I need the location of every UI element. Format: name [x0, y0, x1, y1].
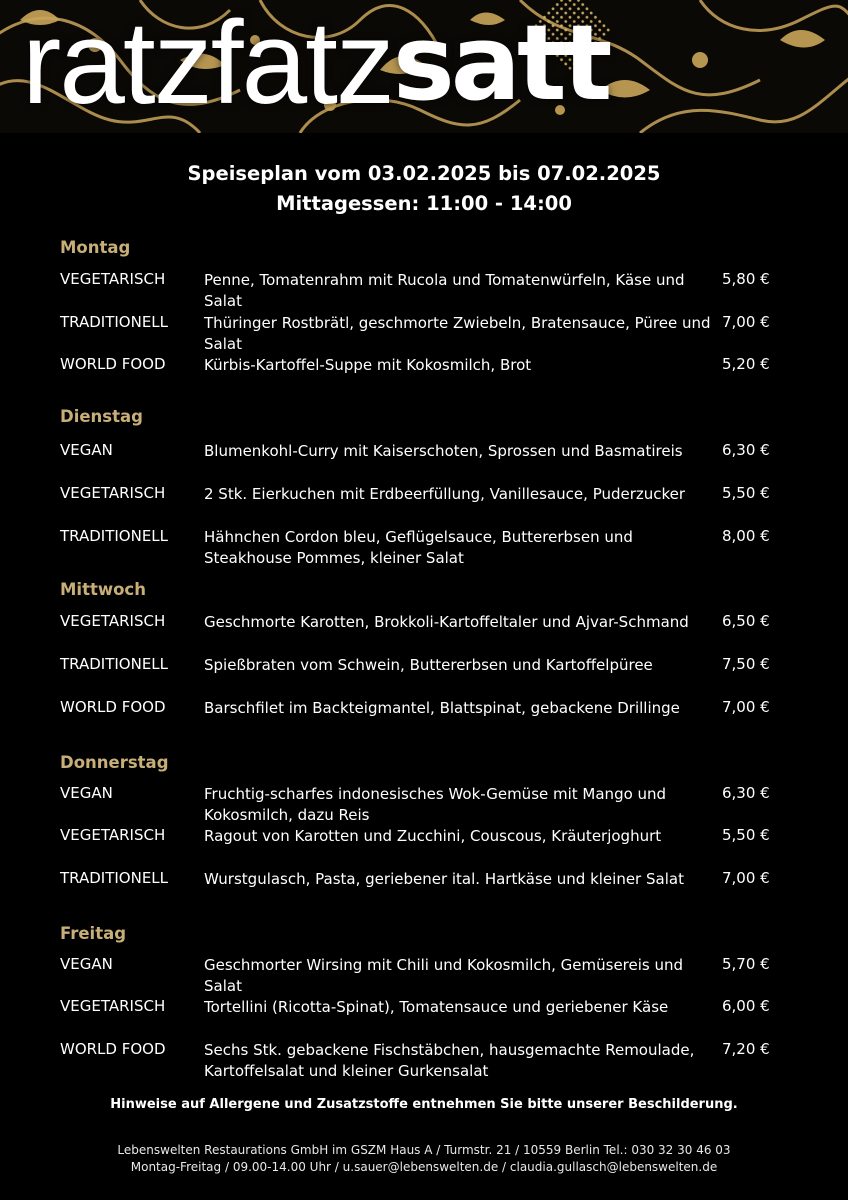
menu-price: 6,30 € [722, 441, 770, 459]
menu-dish: Barschfilet im Backteigmantel, Blattspinat, gebackene Drillinge [204, 699, 680, 717]
header-banner [0, 0, 848, 133]
menu-price: 5,20 € [722, 355, 770, 373]
menu-category: VEGETARISCH [60, 826, 166, 844]
menu-category: VEGETARISCH [60, 484, 166, 502]
menu-price: 5,50 € [722, 484, 770, 502]
menu-dish: Spießbraten vom Schwein, Buttererbsen und Kartoffelpüree [204, 656, 653, 674]
menu-dish: Geschmorte Karotten, Brokkoli-Kartoffeltaler und Ajvar-Schmand [204, 613, 689, 631]
menu-price: 6,30 € [722, 784, 770, 802]
menu-price: 5,80 € [722, 270, 770, 288]
menu-dish: Blumenkohl-Curry mit Kaiserschoten, Sprossen und Basmatireis [204, 442, 683, 460]
menu-dish: Thüringer Rostbrätl, geschmorte Zwiebeln, Bratensauce, Püree und Salat [204, 314, 711, 353]
menu-category: VEGAN [60, 955, 113, 973]
menu-price: 6,50 € [722, 612, 770, 630]
day-heading-freitag: Freitag [60, 924, 127, 943]
menu-category: VEGETARISCH [60, 997, 166, 1015]
menu-dish: Sechs Stk. gebackene Fischstäbchen, hausgemachte Remoulade, Kartoffelsalat und kleiner Gurkensalat [204, 1041, 695, 1080]
logo-text-light: ratzfatz [22, 0, 393, 129]
menu-price: 7,50 € [722, 655, 770, 673]
menu-price: 5,70 € [722, 955, 770, 973]
logo-text-bold: satt [392, 1, 609, 124]
menu-dish: Hähnchen Cordon bleu, Geflügelsauce, Buttererbsen und Steakhouse Pommes, kleiner Salat [204, 528, 633, 567]
menu-dish: Tortellini (Ricotta-Spinat), Tomatensauce und geriebener Käse [204, 998, 669, 1016]
allergen-note: Hinweise auf Allergene und Zusatzstoffe entnehmen Sie bitte unserer Beschilderung. [110, 1097, 738, 1112]
menu-title: Speiseplan vom 03.02.2025 bis 07.02.2025 [187, 162, 661, 185]
menu-dish: Penne, Tomatenrahm mit Rucola und Tomatenwürfeln, Käse und Salat [204, 271, 685, 310]
menu-price: 6,00 € [722, 997, 770, 1015]
menu-price: 5,50 € [722, 826, 770, 844]
menu-price: 7,00 € [722, 313, 770, 331]
menu-category: VEGETARISCH [60, 270, 166, 288]
menu-dish: 2 Stk. Eierkuchen mit Erdbeerfüllung, Vanillesauce, Puderzucker [204, 485, 686, 503]
menu-category: VEGETARISCH [60, 612, 166, 630]
logo [22, 0, 608, 129]
lunch-hours: Mittagessen: 11:00 - 14:00 [276, 192, 572, 215]
menu-dish: Kürbis-Kartoffel-Suppe mit Kokosmilch, Brot [204, 356, 532, 374]
footer-contact: Montag-Freitag / 09.00-14.00 Uhr / u.sauer@lebenswelten.de / claudia.gullasch@lebenswelten.de [130, 1160, 718, 1174]
menu-category: TRADITIONELL [60, 313, 169, 331]
menu-category: VEGAN [60, 441, 113, 459]
menu-dish: Ragout von Karotten und Zucchini, Couscous, Kräuterjoghurt [204, 827, 662, 845]
menu-dish: Geschmorter Wirsing mit Chili und Kokosmilch, Gemüsereis und Salat [204, 956, 684, 995]
day-heading-donnerstag: Donnerstag [60, 753, 169, 772]
menu-category: TRADITIONELL [60, 655, 169, 673]
menu-dish: Wurstgulasch, Pasta, geriebener ital. Hartkäse und kleiner Salat [204, 870, 684, 888]
menu-price: 7,00 € [722, 698, 770, 716]
day-heading-dienstag: Dienstag [60, 407, 143, 426]
menu-dish: Fruchtig-scharfes indonesisches Wok-Gemüse mit Mango und Kokosmilch, dazu Reis [204, 785, 667, 824]
menu-category: TRADITIONELL [60, 869, 169, 887]
menu-category: WORLD FOOD [60, 1040, 166, 1058]
day-heading-mittwoch: Mittwoch [60, 580, 146, 599]
menu-price: 7,00 € [722, 869, 770, 887]
menu-price: 7,20 € [722, 1040, 770, 1058]
day-heading-montag: Montag [60, 238, 131, 257]
menu-category: WORLD FOOD [60, 355, 166, 373]
menu-price: 8,00 € [722, 527, 770, 545]
footer-address: Lebenswelten Restaurations GmbH im GSZM Haus A / Turmstr. 21 / 10559 Berlin Tel.: 030 32 30 46 03 [117, 1143, 731, 1157]
menu-category: TRADITIONELL [60, 527, 169, 545]
menu-category: WORLD FOOD [60, 698, 166, 716]
menu-category: VEGAN [60, 784, 113, 802]
